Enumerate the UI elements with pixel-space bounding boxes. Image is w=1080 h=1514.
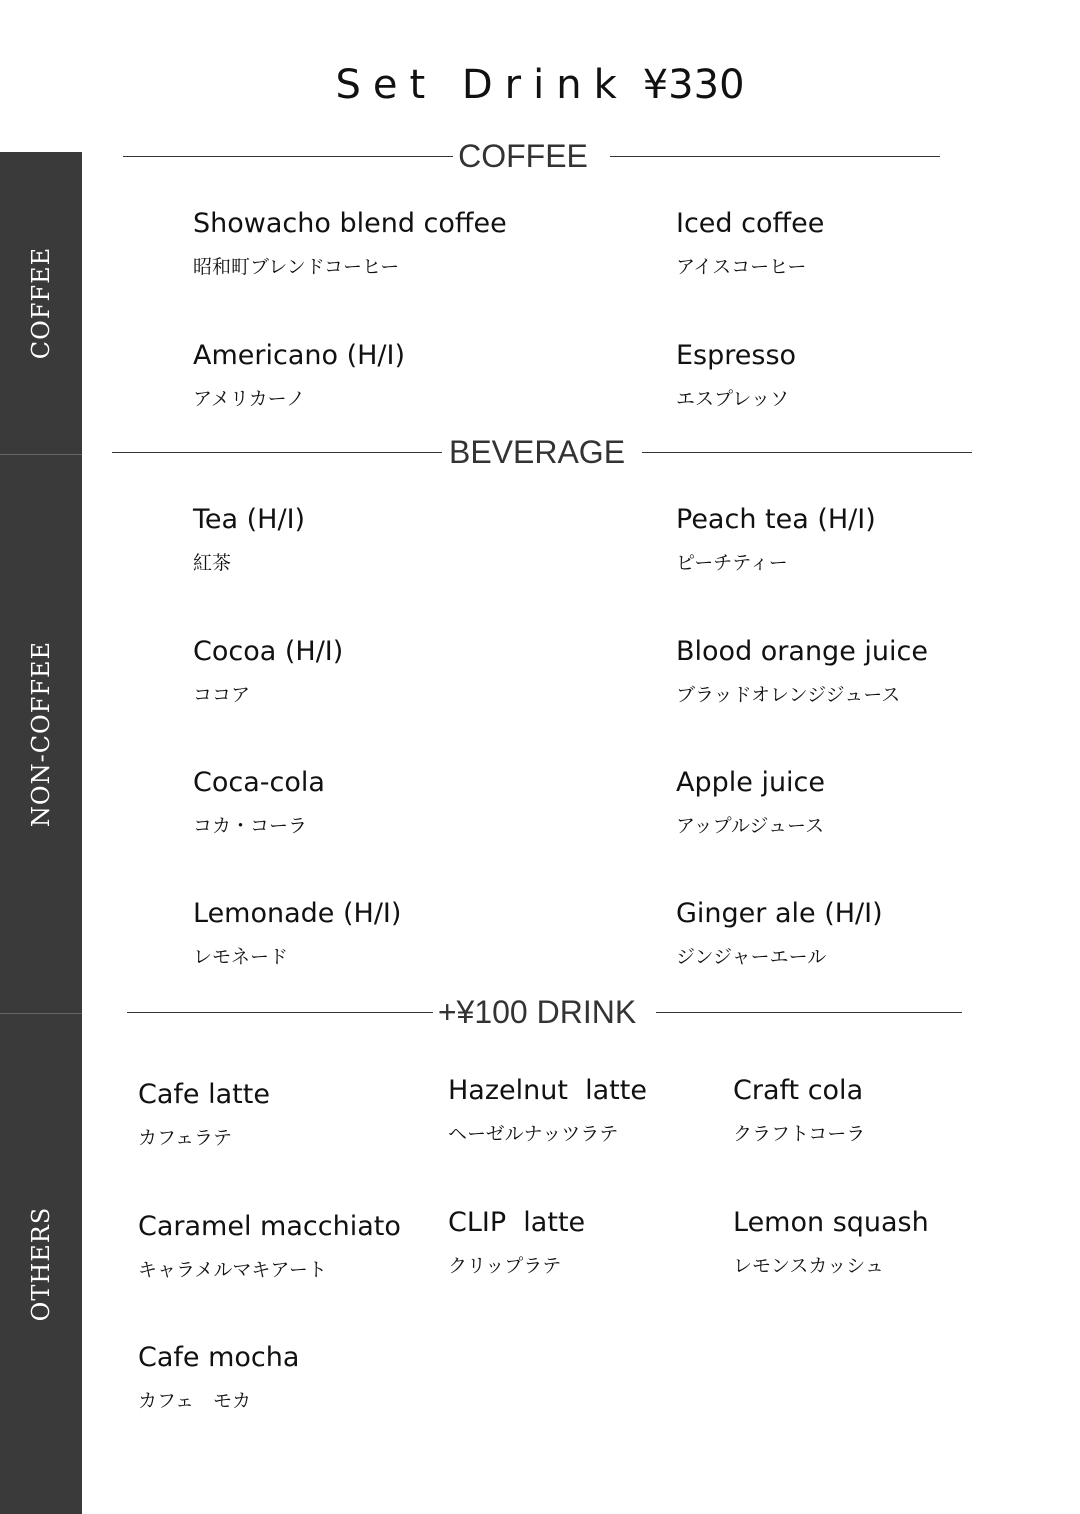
item-name-ja: ヘーゼルナッツラテ: [448, 1123, 619, 1145]
menu-item: [733, 1206, 929, 1278]
item-name-ja: ココア: [193, 684, 251, 706]
item-name-ja: レモネード: [193, 946, 289, 968]
item-name-en: Lemon squash: [733, 1207, 929, 1238]
section-divider-beverage: [0, 432, 1080, 472]
divider-line-right: [656, 1012, 962, 1013]
item-name-ja: アイスコーヒー: [676, 256, 807, 278]
menu-item: [676, 503, 876, 575]
tab-coffee-label: COFFEE: [27, 246, 55, 360]
menu-item: [193, 207, 507, 279]
page-title: [0, 62, 1080, 108]
tab-others: [0, 1014, 82, 1514]
item-name-en: Iced coffee: [676, 208, 825, 239]
menu-item: [193, 503, 305, 575]
item-name-en: Coca-cola: [193, 767, 325, 798]
item-name-en: Cafe mocha: [138, 1342, 300, 1373]
menu-item: [448, 1074, 647, 1146]
item-name-ja: ジンジャーエール: [676, 946, 827, 968]
item-name-en: Caramel macchiato: [138, 1211, 401, 1242]
item-name-en: Tea (H/I): [193, 504, 306, 535]
item-name-en: Apple juice: [676, 767, 826, 798]
item-name-en: Ginger ale (H/I): [676, 898, 883, 929]
item-name-ja: クラフトコーラ: [733, 1123, 866, 1145]
item-name-ja: ピーチティー: [676, 552, 788, 574]
section-title-plus100: +¥100 DRINK: [437, 994, 637, 1030]
item-name-ja: コカ・コーラ: [193, 815, 308, 837]
item-name-ja: 昭和町ブレンドコーヒー: [193, 256, 400, 278]
tab-non-coffee-label: NON-COFFEE: [27, 640, 55, 828]
item-name-ja: カフェラテ: [138, 1127, 233, 1149]
tab-non-coffee: [0, 455, 82, 1014]
divider-line-left: [127, 1012, 433, 1013]
item-name-en: Peach tea (H/I): [676, 504, 876, 535]
item-name-ja: クリップラテ: [448, 1255, 562, 1277]
menu-item: [138, 1078, 270, 1150]
divider-line-right: [642, 452, 972, 453]
section-divider-plus100: [0, 992, 1080, 1032]
item-name-ja: エスプレッソ: [676, 388, 790, 410]
item-name-ja: レモンスカッシュ: [733, 1255, 884, 1277]
item-name-ja: アメリカーノ: [193, 388, 306, 410]
menu-item: [193, 766, 325, 838]
menu-item: [676, 339, 796, 411]
menu-item: [138, 1210, 401, 1282]
item-name-ja: カフェ モカ: [138, 1390, 252, 1412]
menu-item: [193, 339, 405, 411]
menu-item: [138, 1341, 299, 1413]
tab-others-label: OTHERS: [27, 1206, 55, 1322]
menu-item: [733, 1074, 865, 1146]
title-price: ¥330: [642, 62, 745, 108]
menu-item: [676, 897, 883, 969]
divider-line-right: [610, 156, 940, 157]
item-name-en: Lemonade (H/I): [193, 898, 402, 929]
menu-item: [193, 897, 401, 969]
item-name-en: Cocoa (H/I): [193, 636, 344, 667]
menu-item: [448, 1206, 585, 1278]
title-text: Set Drink: [335, 62, 629, 108]
menu-item: [193, 635, 343, 707]
section-title-coffee: COFFEE: [458, 138, 588, 174]
section-divider-coffee: [0, 136, 1080, 176]
item-name-en: CLIP latte: [448, 1207, 586, 1238]
menu-item: [676, 635, 928, 707]
section-title-beverage: BEVERAGE: [448, 434, 626, 470]
item-name-ja: キャラメルマキアート: [138, 1259, 327, 1281]
item-name-en: Craft cola: [733, 1075, 864, 1106]
item-name-ja: 紅茶: [193, 552, 232, 574]
item-name-en: Blood orange juice: [676, 636, 928, 667]
item-name-en: Americano (H/I): [193, 340, 406, 371]
item-name-en: Hazelnut latte: [448, 1075, 647, 1106]
divider-line-left: [123, 156, 453, 157]
tab-coffee: [0, 152, 82, 455]
item-name-en: Espresso: [676, 340, 797, 371]
divider-line-left: [112, 452, 442, 453]
menu-item: [676, 207, 824, 279]
menu-item: [676, 766, 825, 838]
item-name-en: Cafe latte: [138, 1079, 270, 1110]
item-name-ja: アップルジュース: [676, 815, 825, 837]
item-name-en: Showacho blend coffee: [193, 208, 507, 239]
item-name-ja: ブラッドオレンジジュース: [676, 684, 901, 706]
